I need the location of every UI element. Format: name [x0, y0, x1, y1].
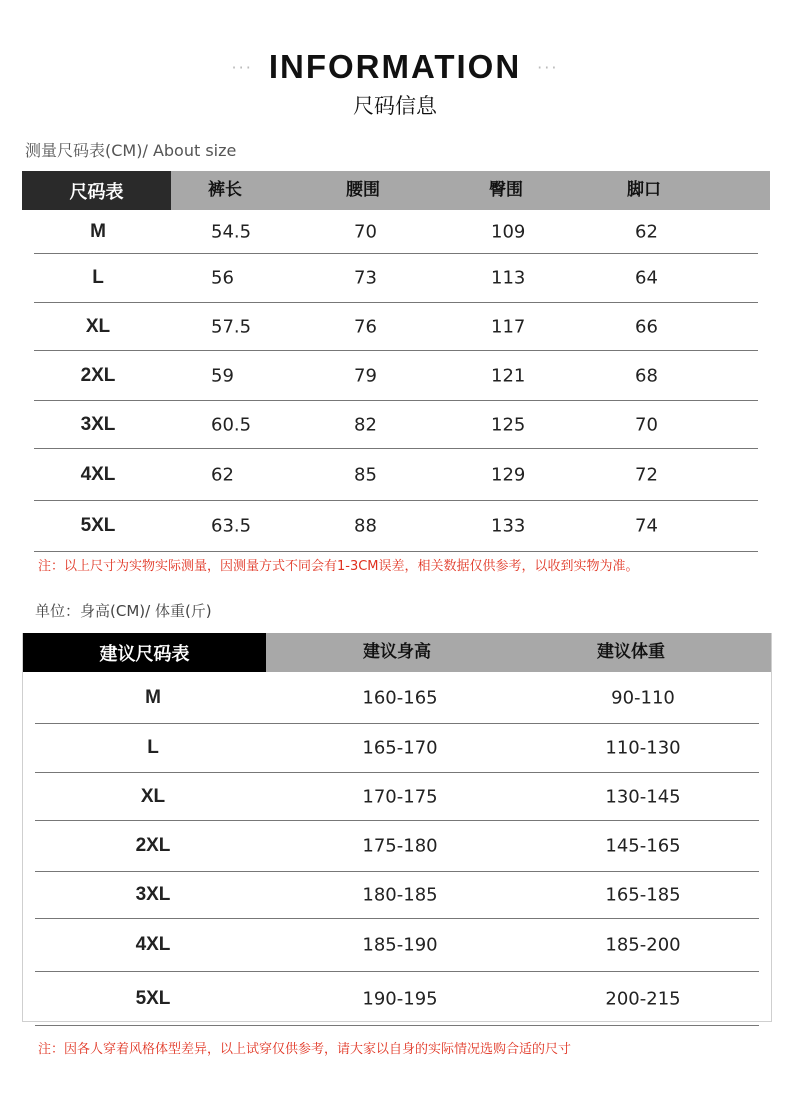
- recommend-table-header: [23, 633, 771, 672]
- table-row: [35, 872, 759, 919]
- page-title: INFORMATION: [268, 48, 522, 85]
- table-row: [34, 303, 758, 351]
- value-cell: 88: [354, 515, 377, 537]
- value-cell: 59: [211, 365, 234, 386]
- table-row: [35, 972, 759, 1026]
- value-cell: 110-130: [605, 737, 681, 759]
- size-table: [22, 171, 770, 547]
- table-row: [35, 919, 759, 972]
- recommend-table: [22, 633, 772, 1022]
- size-table-label: 测量尺码表(CM)/ About size: [25, 141, 237, 160]
- page-header: [0, 48, 790, 120]
- size-cell: 3XL: [80, 413, 116, 435]
- size-cell: XL: [140, 785, 166, 807]
- size-table-body: [22, 210, 770, 552]
- table-row: [35, 773, 759, 821]
- table-row: [35, 672, 759, 724]
- recommend-table-header-size: 建议尺码表: [23, 633, 266, 672]
- value-cell: 133: [491, 515, 526, 537]
- value-cell: 170-175: [362, 786, 438, 807]
- header-length: 裤长: [208, 180, 242, 200]
- value-cell: 90-110: [611, 687, 675, 708]
- value-cell: 66: [635, 316, 658, 337]
- value-cell: 200-215: [605, 988, 681, 1009]
- value-cell: 145-165: [605, 835, 681, 857]
- size-cell: 2XL: [135, 835, 171, 856]
- value-cell: 113: [491, 267, 526, 289]
- value-cell: 117: [491, 316, 526, 337]
- header-waist: 腰围: [346, 180, 380, 200]
- size-cell: 2XL: [80, 364, 116, 386]
- value-cell: 68: [635, 365, 658, 386]
- value-cell: 129: [491, 464, 526, 485]
- value-cell: 72: [635, 464, 658, 485]
- table-row: [34, 351, 758, 401]
- recommend-table-note: 注：因各人穿着风格体型差异，以上试穿仅供参考，请大家以自身的实际情况选购合适的尺寸: [38, 1042, 572, 1057]
- value-cell: 76: [354, 316, 377, 337]
- value-cell: 125: [491, 414, 526, 435]
- value-cell: 64: [635, 267, 658, 289]
- value-cell: 57.5: [211, 316, 252, 337]
- page-subtitle: 尺码信息: [353, 94, 437, 118]
- table-row: [35, 724, 759, 773]
- value-cell: 62: [635, 221, 658, 242]
- size-cell: M: [145, 686, 161, 708]
- value-cell: 85: [354, 464, 377, 485]
- size-table-note: 注：以上尺寸为实物实际测量，因测量方式不同会有1-3CM误差，相关数据仅供参考，以收到实物为准。: [38, 559, 639, 574]
- header-hem: 脚口: [627, 180, 661, 200]
- size-cell: 5XL: [135, 987, 171, 1009]
- value-cell: 56: [211, 267, 234, 289]
- size-table-header-size: 尺码表: [22, 171, 171, 210]
- value-cell: 130-145: [605, 786, 681, 807]
- dots-left: ···: [231, 57, 253, 77]
- size-cell: 4XL: [80, 463, 116, 485]
- value-cell: 70: [354, 221, 377, 242]
- value-cell: 109: [491, 221, 526, 242]
- title-row: [0, 48, 790, 86]
- table-row: [34, 401, 758, 449]
- value-cell: 190-195: [362, 988, 438, 1009]
- value-cell: 79: [354, 365, 377, 386]
- value-cell: 175-180: [362, 835, 438, 857]
- value-cell: 74: [635, 515, 658, 537]
- table-row: [35, 821, 759, 872]
- table-row: [34, 210, 758, 254]
- size-cell: XL: [85, 315, 111, 337]
- value-cell: 82: [354, 414, 377, 435]
- value-cell: 54.5: [211, 221, 252, 242]
- size-cell: 3XL: [135, 884, 171, 905]
- value-cell: 63.5: [211, 515, 252, 537]
- value-cell: 165-170: [362, 737, 438, 759]
- size-cell: L: [92, 267, 104, 288]
- value-cell: 185-190: [362, 934, 438, 956]
- table-row: [34, 501, 758, 552]
- value-cell: 180-185: [362, 884, 438, 906]
- value-cell: 73: [354, 267, 377, 289]
- value-cell: 62: [211, 464, 234, 485]
- size-table-header: [22, 171, 770, 210]
- size-cell: 5XL: [80, 515, 116, 536]
- value-cell: 70: [635, 414, 658, 435]
- value-cell: 60.5: [211, 414, 252, 435]
- table-row: [34, 254, 758, 303]
- header-hip: 臀围: [489, 180, 523, 200]
- value-cell: 160-165: [362, 687, 438, 708]
- size-cell: L: [147, 737, 159, 758]
- value-cell: 165-185: [605, 884, 681, 906]
- value-cell: 185-200: [605, 934, 681, 956]
- dots-right: ···: [537, 57, 559, 77]
- size-cell: M: [90, 220, 106, 242]
- header-height: 建议身高: [363, 642, 431, 662]
- size-cell: 4XL: [135, 934, 171, 955]
- recommend-table-label: 单位：身高(CM)/ 体重(斤): [35, 602, 212, 620]
- recommend-table-body: [23, 672, 771, 1026]
- header-weight: 建议体重: [597, 642, 665, 662]
- table-row: [34, 449, 758, 501]
- value-cell: 121: [491, 365, 526, 386]
